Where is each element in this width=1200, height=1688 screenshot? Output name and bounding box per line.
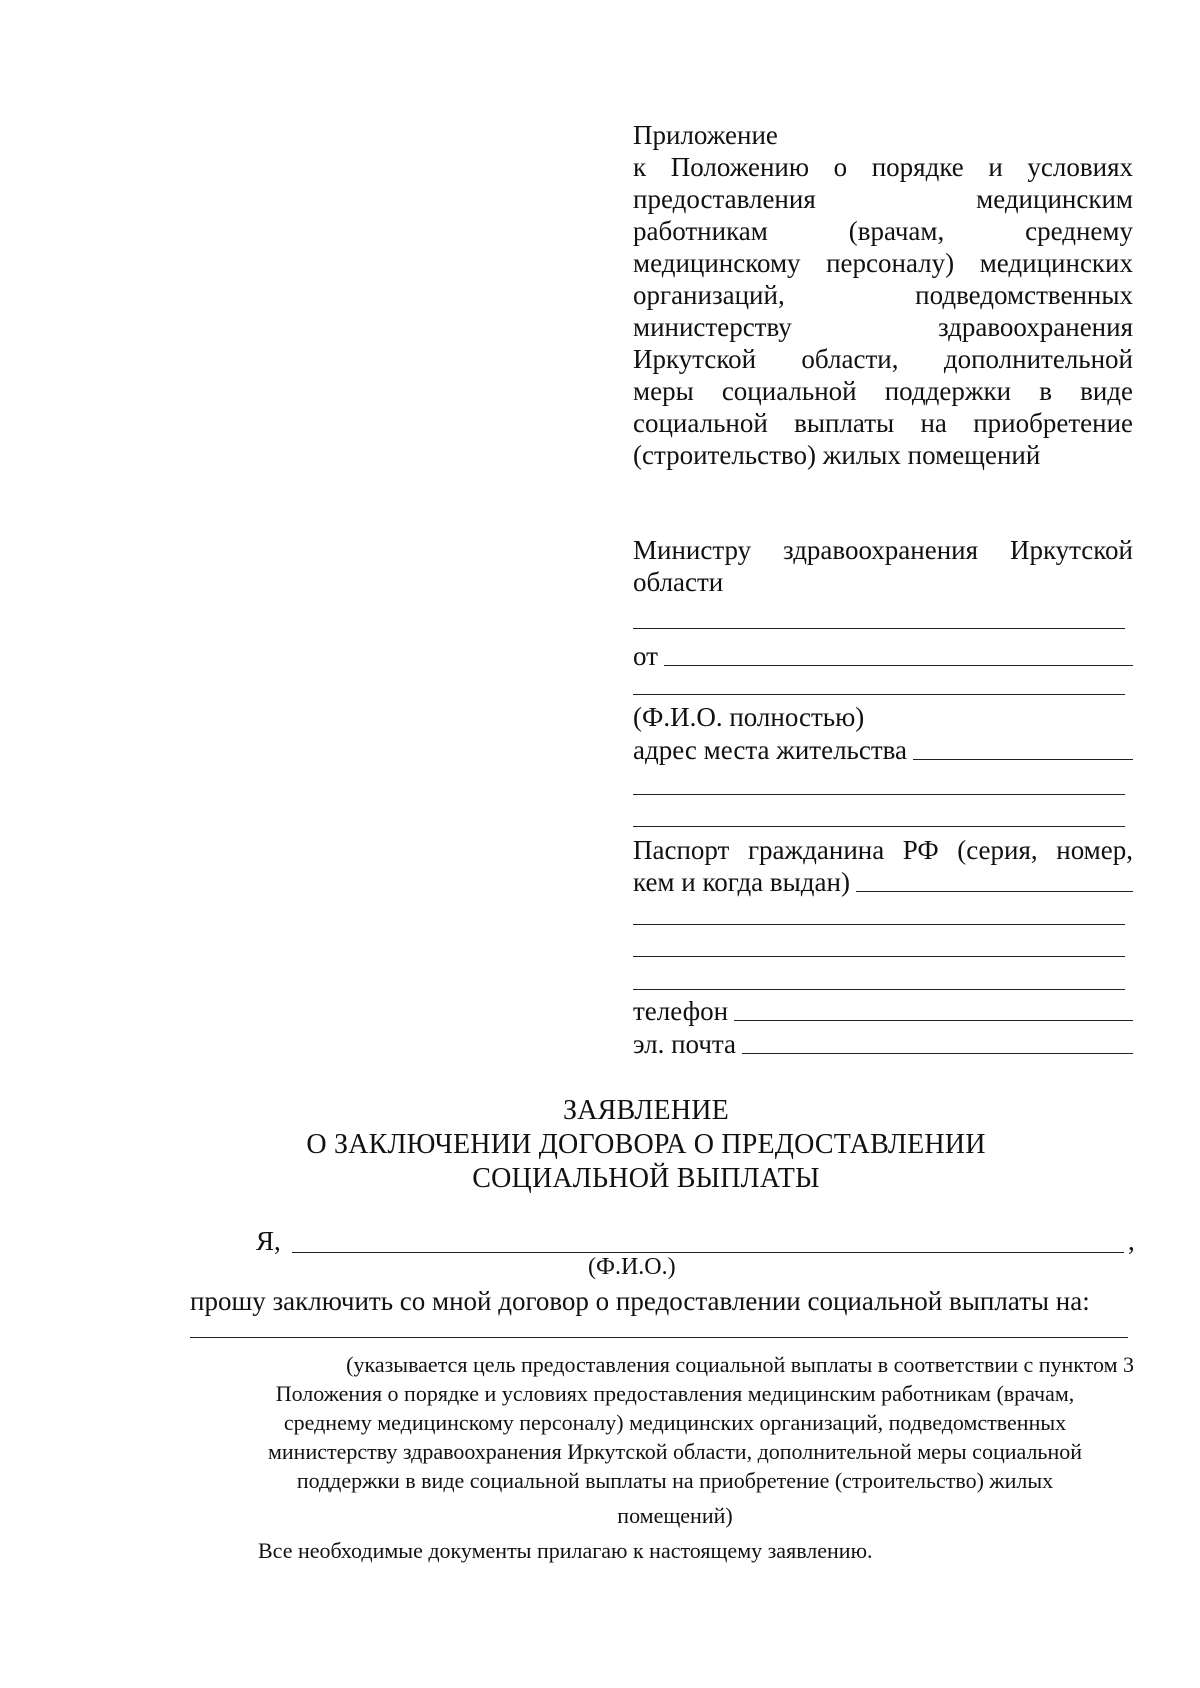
fio-hint: (Ф.И.О. полностью) [633,702,865,732]
statement-subtitle: СОЦИАЛЬНОЙ ВЫПЛАТЫ [472,1163,820,1194]
phone-fill-line[interactable] [734,1020,1133,1021]
address-fill-line[interactable] [913,759,1133,760]
email-field[interactable] [633,1028,1133,1060]
fio-hint-block [633,701,1133,733]
from-field[interactable] [633,640,1133,672]
blank-line[interactable] [633,628,1125,629]
note-line: помещений) [617,1503,733,1528]
passport-line: Паспорт гражданина РФ (серия, номер, [633,835,1133,865]
note-line: Положения о порядке и условиях предоставления медицинским работникам (врачам, [275,1381,1075,1406]
blank-line[interactable] [633,956,1125,957]
appendix-text [633,151,1133,471]
appendix-title: Приложение [633,120,778,150]
passport-label: кем и когда выдан) [633,867,850,897]
statement-title: ЗАЯВЛЕНИЕ [563,1095,729,1126]
appendix-line: министерству здравоохранения [633,312,1133,342]
blank-line[interactable] [633,794,1125,795]
appendix-line: к Положению о порядке и условиях [633,152,1133,182]
statement-subtitle: О ЗАКЛЮЧЕНИИ ДОГОВОРА О ПРЕДОСТАВЛЕНИИ [306,1129,986,1160]
phone-field[interactable] [633,995,1133,1027]
addressee-line: Министру здравоохранения Иркутской [633,535,1133,565]
from-label: от [633,641,658,671]
email-label: эл. почта [633,1029,737,1059]
phone-label: телефон [633,996,729,1026]
blank-line[interactable] [633,826,1125,827]
address-label: адрес места жительства [633,735,908,765]
address-field[interactable] [633,734,1133,766]
appendix-line: работникам (врачам, среднему [633,216,1133,246]
note-line: (указывается цель предоставления социальной выплаты в соответствии с пунктом 3 [346,1352,1134,1377]
fio-hint-small: (Ф.И.О.) [588,1254,676,1280]
blank-line[interactable] [633,924,1125,925]
request-text: прошу заключить со мной договор о предоставлении социальной выплаты на: [190,1286,1090,1316]
appendix-heading [633,119,1133,151]
note-line: среднему медицинскому персоналу) медицинских организаций, подведомственных [283,1410,1067,1435]
passport-field[interactable] [633,866,1133,898]
purpose-note [210,1350,1140,1530]
email-fill-line[interactable] [742,1053,1133,1054]
appendix-line: Иркутской области, дополнительной [633,344,1133,374]
comma: , [1128,1226,1135,1256]
closing-text: Все необходимые документы прилагаю к настоящему заявлению. [258,1538,873,1563]
passport-block [633,834,1133,866]
fio-fill-line[interactable] [292,1252,1124,1253]
passport-fill-line[interactable] [856,891,1133,892]
appendix-line: организаций, подведомственных [633,280,1133,310]
purpose-fill-line[interactable] [190,1337,1128,1338]
appendix-line: (строительство) жилых помещений [633,440,1041,470]
blank-line[interactable] [633,989,1125,990]
note-line: министерству здравоохранения Иркутской области, дополнительной меры социальной [267,1439,1083,1464]
note-line: поддержки в виде социальной выплаты на приобретение (строительство) жилых [296,1468,1054,1493]
addressee-block [633,534,1133,598]
from-fill-line[interactable] [664,665,1133,666]
appendix-line: социальной выплаты на приобретение [633,408,1133,438]
blank-line[interactable] [633,694,1125,695]
appendix-line: предоставления медицинским [633,184,1133,214]
appendix-line: меры социальной поддержки в виде [633,376,1133,406]
addressee-line: области [633,567,724,597]
appendix-line: медицинскому персоналу) медицинских [633,248,1133,278]
i-label: Я, [256,1226,281,1256]
